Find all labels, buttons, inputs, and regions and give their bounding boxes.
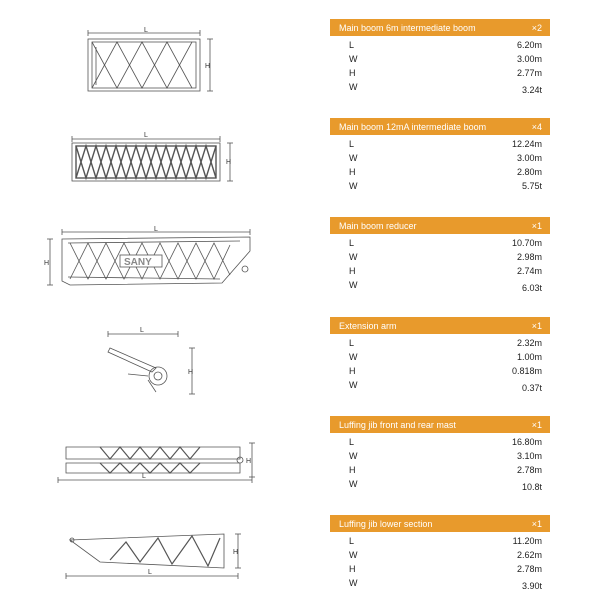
spec-row-width: W 1.00m	[349, 352, 542, 362]
spec-row-width: W 3.00m	[349, 54, 542, 64]
dim-l-label: L	[140, 327, 144, 334]
spec-row-weight: W 6.03t	[349, 280, 542, 293]
spec-row-length: L 11.20m	[349, 536, 542, 546]
dim-l-label: L	[142, 473, 146, 480]
spec-row-width: W 3.10m	[349, 451, 542, 461]
spec-row-weight: W 10.8t	[349, 479, 542, 492]
spec-row-length: L 12.24m	[349, 139, 542, 149]
spec-row-height: H 0.818m	[349, 366, 542, 376]
dim-l-label: L	[148, 569, 152, 576]
spec-row-height: H 2.80m	[349, 167, 542, 177]
spec-row-height: H 2.77m	[349, 68, 542, 78]
spec-row-length: L 2.32m	[349, 338, 542, 348]
spec-header	[330, 118, 550, 135]
spec-quantity: ×1	[531, 320, 542, 331]
spec-row-weight: W 5.75t	[349, 181, 542, 191]
spec-title: Extension arm	[339, 320, 397, 331]
drawing-luffing-jib-front-rear-mast	[40, 425, 270, 505]
spec-title: Main boom 12mA intermediate boom	[339, 121, 487, 132]
spec-row-length: L 10.70m	[349, 238, 542, 248]
spec-panel	[330, 515, 550, 592]
spec-row-height: H 2.78m	[349, 465, 542, 475]
spec-row-weight: W 0.37t	[349, 380, 542, 393]
spec-row-width: W 3.00m	[349, 153, 542, 163]
dim-h-label: H	[233, 549, 239, 556]
drawing-luffing-jib-lower-section	[40, 520, 270, 600]
sany-logo-text: SANY	[124, 257, 152, 268]
spec-header	[330, 317, 550, 334]
dim-h-label: H	[226, 159, 232, 166]
spec-title: Main boom reducer	[339, 220, 417, 231]
drawing-extension-arm	[40, 320, 270, 400]
spec-quantity: ×2	[531, 22, 542, 33]
spec-row-height: H 2.78m	[349, 564, 542, 574]
spec-panel	[330, 217, 550, 294]
spec-quantity: ×1	[531, 518, 542, 529]
spec-title: Luffing jib lower section	[339, 518, 433, 529]
spec-quantity: ×1	[531, 419, 542, 430]
spec-panel	[330, 118, 550, 195]
dim-l-label: L	[144, 132, 148, 139]
dim-h-label: H	[205, 63, 211, 70]
spec-panel	[330, 416, 550, 493]
spec-row-height: H 2.74m	[349, 266, 542, 276]
drawing-main-boom-reducer	[40, 225, 270, 305]
spec-header	[330, 515, 550, 532]
dim-l-label: L	[144, 27, 148, 34]
spec-header	[330, 217, 550, 234]
spec-title: Main boom 6m intermediate boom	[339, 22, 476, 33]
dim-h-label: H	[44, 260, 50, 267]
spec-row-length: L 6.20m	[349, 40, 542, 50]
drawing-12ma-intermediate-boom	[40, 130, 270, 210]
spec-row-width: W 2.62m	[349, 550, 542, 560]
spec-panel	[330, 317, 550, 394]
spec-row-weight: W 3.90t	[349, 578, 542, 591]
dim-h-label: H	[246, 458, 252, 465]
spec-header	[330, 416, 550, 433]
dim-l-label: L	[154, 226, 158, 233]
spec-title: Luffing jib front and rear mast	[339, 419, 456, 430]
spec-row-length: L 16.80m	[349, 437, 542, 447]
spec-row-weight: W 3.24t	[349, 82, 542, 95]
spec-quantity: ×4	[531, 121, 542, 132]
drawing-6m-intermediate-boom	[40, 25, 270, 105]
spec-row-width: W 2.98m	[349, 252, 542, 262]
spec-header	[330, 19, 550, 36]
spec-panel	[330, 19, 550, 96]
spec-quantity: ×1	[531, 220, 542, 231]
dim-h-label: H	[188, 369, 194, 376]
